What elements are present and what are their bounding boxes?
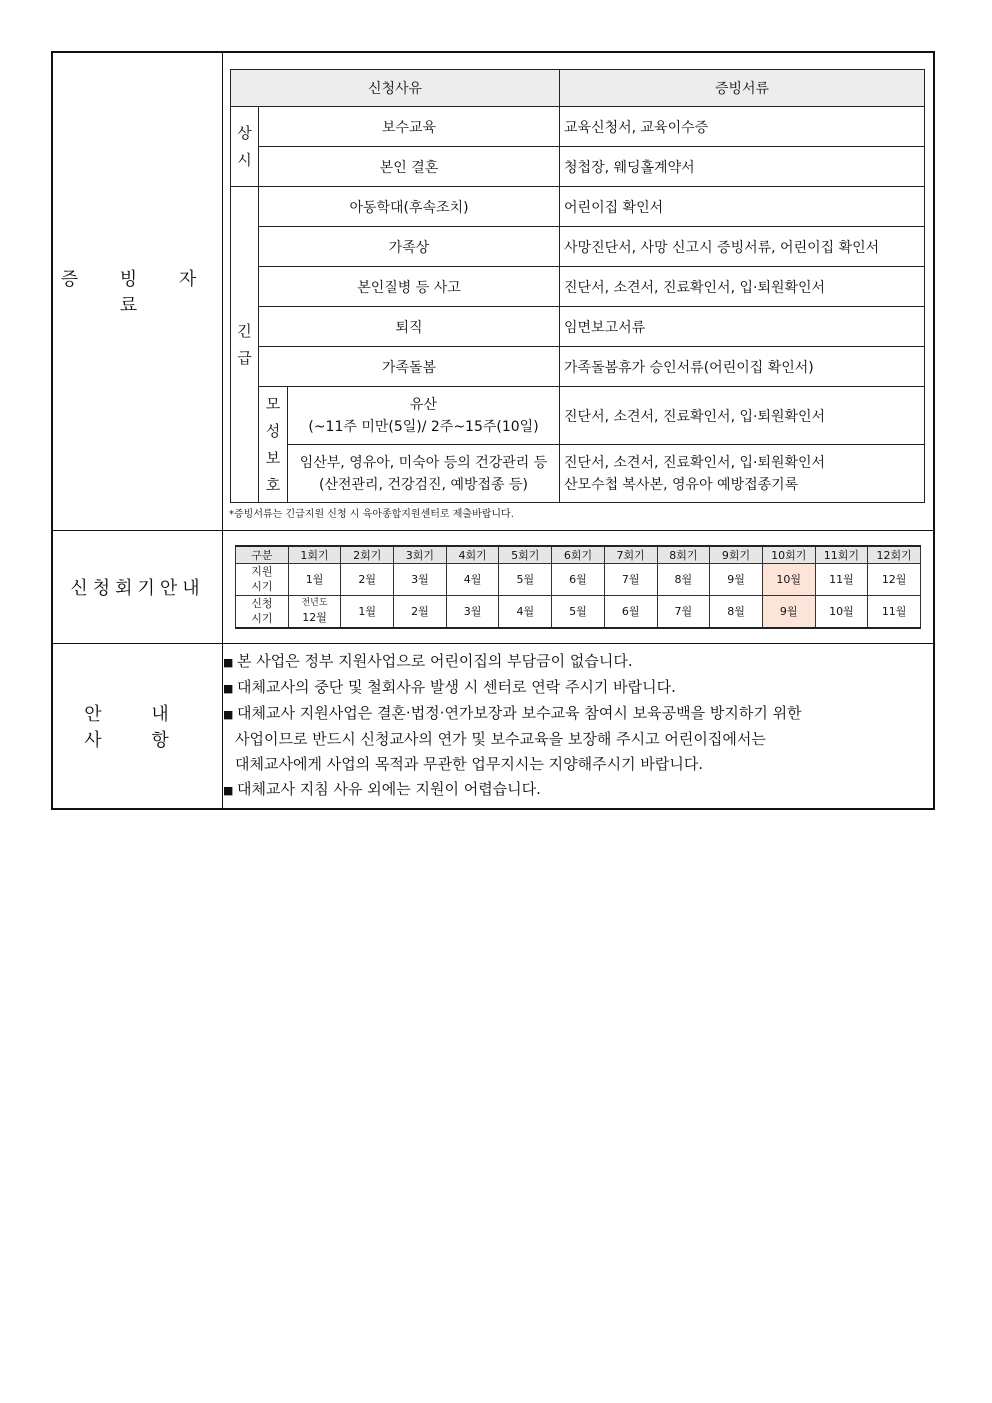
apply-month: 5월 <box>552 595 605 628</box>
apply-month: 3월 <box>446 595 499 628</box>
square-bullet-icon: ■ <box>223 783 234 797</box>
documents-cell: 진단서, 소견서, 진료확인서, 입·퇴원확인서 <box>560 387 925 445</box>
support-month: 9월 <box>710 563 763 595</box>
support-month: 2월 <box>341 563 394 595</box>
square-bullet-icon: ■ <box>223 681 234 695</box>
apply-month: 1월 <box>341 595 394 628</box>
reason-cell: 아동학대(후속조치) <box>259 187 560 227</box>
support-row <box>236 563 921 595</box>
documents-cell: 진단서, 소견서, 진료확인서, 입·퇴원확인서 <box>560 267 925 307</box>
support-month: 7월 <box>604 563 657 595</box>
group-urgent: 긴 급 <box>231 187 259 503</box>
support-label: 지원 시기 <box>236 563 289 595</box>
support-month: 11월 <box>815 563 868 595</box>
header-documents: 증빙서류 <box>560 70 925 107</box>
round-cell: 7회기 <box>604 546 657 564</box>
apply-label: 신청 시기 <box>236 595 289 628</box>
support-month: 8월 <box>657 563 710 595</box>
apply-month: 2월 <box>394 595 447 628</box>
reason-cell: 임산부, 영유아, 미숙아 등의 건강관리 등 (산전관리, 건강검진, 예방접종 등) <box>288 445 560 503</box>
support-month: 5월 <box>499 563 552 595</box>
reason-cell: 본인 결혼 <box>259 147 560 187</box>
apply-month: 7월 <box>657 595 710 628</box>
reason-cell: 유산 (~11주 미만(5일)/ 2주~15주(10일) <box>288 387 560 445</box>
info-item: ■ 대체교사의 중단 및 철회사유 발생 시 센터로 연락 주시기 바랍니다. <box>223 675 933 701</box>
schedule-section <box>52 530 934 643</box>
schedule-corner: 구분 <box>236 546 289 564</box>
round-cell: 5회기 <box>499 546 552 564</box>
support-month: 6월 <box>552 563 605 595</box>
square-bullet-icon: ■ <box>223 655 234 669</box>
info-item: ■ 대체교사 지원사업은 결혼·법정·연가보장과 보수교육 참여시 보육공백을 방지하기 위한 <box>223 701 933 727</box>
round-cell: 3회기 <box>394 546 447 564</box>
schedule-section-label: 신청회기안내 <box>52 530 223 643</box>
round-cell: 1회기 <box>288 546 341 564</box>
reason-cell: 보수교육 <box>259 107 560 147</box>
round-cell: 11회기 <box>815 546 868 564</box>
documents-cell: 교육신청서, 교육이수증 <box>560 107 925 147</box>
apply-month: 6월 <box>604 595 657 628</box>
info-item: ■ 본 사업은 정부 지원사업으로 어린이집의 부담금이 없습니다. <box>223 649 933 675</box>
evidence-note: *증빙서류는 긴급지원 신청 시 육아종합지원센터로 제출바랍니다. <box>229 509 514 520</box>
support-month: 12월 <box>868 563 921 595</box>
round-cell: 4회기 <box>446 546 499 564</box>
documents-cell: 사망진단서, 사망 신고시 증빙서류, 어린이집 확인서 <box>560 227 925 267</box>
info-item: ■ 대체교사 지침 사유 외에는 지원이 어렵습니다. <box>223 777 933 803</box>
round-cell: 6회기 <box>552 546 605 564</box>
round-cell: 9회기 <box>710 546 763 564</box>
info-content <box>223 643 935 809</box>
schedule-table <box>235 545 921 629</box>
apply-month: 10월 <box>815 595 868 628</box>
apply-month: 전년도 12월 <box>288 595 341 628</box>
info-item-continuation: 대체교사에게 사업의 목적과 무관한 업무지시는 지양해주시기 바랍니다. <box>235 754 704 773</box>
info-item-continuation: 사업이므로 반드시 신청교사의 연가 및 보수교육을 보장해 주시고 어린이집에서는 <box>235 729 766 748</box>
evidence-section <box>52 52 934 530</box>
reason-cell: 가족상 <box>259 227 560 267</box>
support-month: 4월 <box>446 563 499 595</box>
support-month-highlighted: 10월 <box>762 563 815 595</box>
documents-cell: 청첩장, 웨딩홀계약서 <box>560 147 925 187</box>
round-cell: 12회기 <box>868 546 921 564</box>
apply-month: 8월 <box>710 595 763 628</box>
evidence-section-label: 증 빙 자 료 <box>52 52 223 530</box>
documents-cell: 어린이집 확인서 <box>560 187 925 227</box>
reason-cell: 퇴직 <box>259 307 560 347</box>
application-guide-table <box>51 51 935 810</box>
group-regular: 상 시 <box>231 107 259 187</box>
apply-row <box>236 595 921 628</box>
support-month: 1월 <box>288 563 341 595</box>
apply-month-highlighted: 9월 <box>762 595 815 628</box>
round-cell: 2회기 <box>341 546 394 564</box>
apply-month: 11월 <box>868 595 921 628</box>
documents-cell: 진단서, 소견서, 진료확인서, 입·퇴원확인서 산모수첩 복사본, 영유아 예방접종기록 <box>560 445 925 503</box>
reason-cell: 가족돌봄 <box>259 347 560 387</box>
reason-cell: 본인질병 등 사고 <box>259 267 560 307</box>
group-maternity: 모 성 보 호 <box>259 387 288 503</box>
evidence-table <box>230 69 925 503</box>
round-cell: 8회기 <box>657 546 710 564</box>
schedule-header-row <box>236 546 921 564</box>
documents-cell: 가족돌봄휴가 승인서류(어린이집 확인서) <box>560 347 925 387</box>
square-bullet-icon: ■ <box>223 707 234 721</box>
support-month: 3월 <box>394 563 447 595</box>
info-section <box>52 643 934 809</box>
round-cell: 10회기 <box>762 546 815 564</box>
documents-cell: 임면보고서류 <box>560 307 925 347</box>
header-reason: 신청사유 <box>231 70 560 107</box>
info-section-label: 안 내 사 항 <box>52 643 223 809</box>
apply-month: 4월 <box>499 595 552 628</box>
